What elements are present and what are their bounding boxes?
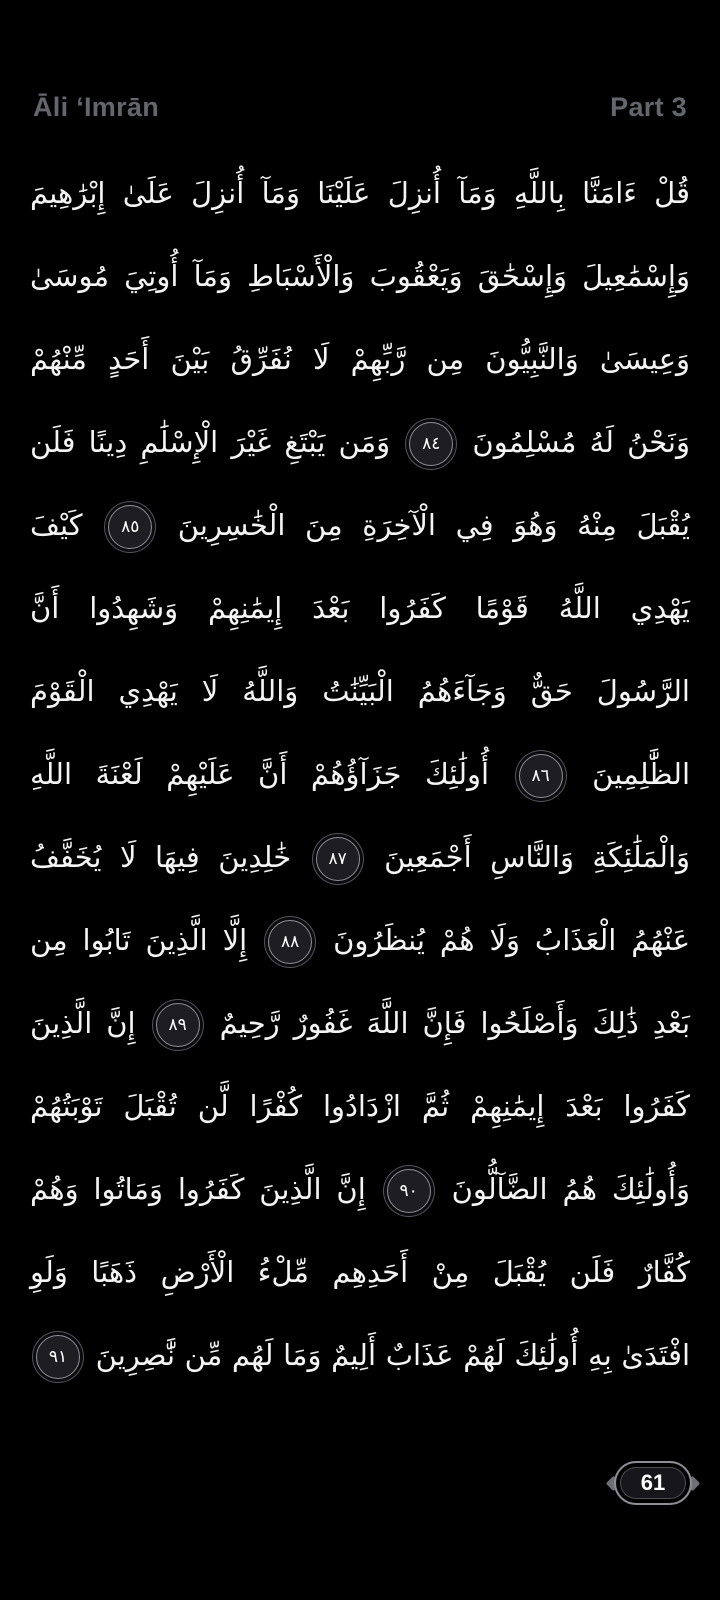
ayah-text-segment: وَأُولَٰئِكَ هُمُ الضَّآلُّونَ <box>451 1172 691 1206</box>
quran-line <box>30 484 690 567</box>
ayah-end-marker <box>519 754 563 798</box>
ayah-number: ٩٠ <box>399 1180 418 1201</box>
ayah-text-segment: الظَّٰلِمِينَ <box>592 757 690 791</box>
ayah-end-marker <box>316 837 360 881</box>
ayah-text-segment: إِنَّ الَّذِينَ كَفَرُوا وَمَاتُوا وَهُمْ <box>30 1172 366 1206</box>
ayah-number: ٨٥ <box>121 516 140 537</box>
ayah-text-segment: وَالْمَلَٰئِكَةِ وَالنَّاسِ أَجْمَعِينَ <box>384 840 691 874</box>
quran-line <box>30 1148 690 1231</box>
ayah-text-segment: إِنَّ الَّذِينَ <box>30 1006 136 1040</box>
quran-line <box>30 567 690 650</box>
ayah-text-segment: وَعِيسَىٰ وَالنَّبِيُّونَ مِن رَّبِّهِمْ لَا نُفَرِّقُ بَيْنَ أَحَدٍ مِّنْهُمْ <box>30 342 690 376</box>
surah-name-label: Āli ‘Imrān <box>33 92 160 122</box>
quran-line <box>30 982 690 1065</box>
ayah-text-segment: الرَّسُولَ حَقٌّ وَجَآءَهُمُ الْبَيِّنَٰتُ وَاللَّهُ لَا يَهْدِي الْقَوْمَ <box>30 674 690 708</box>
ayah-text-segment: قُلْ ءَامَنَّا بِاللَّهِ وَمَآ أُنزِلَ عَلَيْنَا وَمَآ أُنزِلَ عَلَىٰ إِبْرَٰهِيمَ <box>30 176 690 210</box>
ayah-text-segment: يَهْدِي اللَّهُ قَوْمًا كَفَرُوا بَعْدَ إِيمَٰنِهِمْ وَشَهِدُوا أَنَّ <box>30 591 690 625</box>
ayah-text-segment: أُولَٰئِكَ جَزَآؤُهُمْ أَنَّ عَلَيْهِمْ لَعْنَةَ اللَّهِ <box>30 757 490 791</box>
quran-line <box>30 1314 690 1397</box>
ayah-text-segment: بَعْدِ ذَٰلِكَ وَأَصْلَحُوا فَإِنَّ اللَّهَ غَفُورٌ رَّحِيمٌ <box>219 1006 691 1040</box>
ayah-text-segment: افْتَدَىٰ بِهِ أُولَٰئِكَ لَهُمْ عَذَابٌ أَلِيمٌ وَمَا لَهُم مِّن نَّٰصِرِينَ <box>95 1338 691 1372</box>
ayah-text-segment: كُفَّارٌ فَلَن يُقْبَلَ مِنْ أَحَدِهِم مِّلْءُ الْأَرْضِ ذَهَبًا وَلَوِ <box>30 1255 690 1289</box>
quran-line <box>30 235 690 318</box>
ayah-text-segment: عَنْهُمُ الْعَذَابُ وَلَا هُمْ يُنظَرُونَ <box>333 923 691 957</box>
quran-line <box>30 816 690 899</box>
ayah-text-segment: وَنَحْنُ لَهُ مُسْلِمُونَ <box>472 425 690 459</box>
ayah-text-segment: وَإِسْمَٰعِيلَ وَإِسْحَٰقَ وَيَعْقُوبَ وَالْأَسْبَاطِ وَمَآ أُوتِيَ مُوسَىٰ <box>30 259 690 293</box>
ayah-end-marker <box>156 1003 200 1047</box>
ayah-text-segment: يُقْبَلَ مِنْهُ وَهُوَ فِي الْآخِرَةِ مِنَ الْخَٰسِرِينَ <box>177 508 690 542</box>
page-number-value: 61 <box>640 1470 666 1495</box>
ayah-number: ٨٧ <box>328 848 347 869</box>
ayah-text-segment: كَفَرُوا بَعْدَ إِيمَٰنِهِمْ ثُمَّ ازْدَادُوا كُفْرًا لَّن تُقْبَلَ تَوْبَتُهُمْ <box>30 1089 690 1123</box>
quran-line <box>30 1231 690 1314</box>
ayah-end-marker <box>108 505 152 549</box>
quran-text-area <box>30 152 690 1397</box>
juz-part-label: Part 3 <box>610 92 687 122</box>
ayah-number: ٨٩ <box>168 1014 187 1035</box>
page-number-badge[interactable] <box>608 1461 698 1505</box>
quran-line <box>30 401 690 484</box>
ayah-text-segment: كَيْفَ <box>30 508 83 542</box>
ayah-text-segment: خَٰلِدِينَ فِيهَا لَا يُخَفَّفُ <box>30 840 292 874</box>
quran-line <box>30 899 690 982</box>
quran-line <box>30 318 690 401</box>
quran-line <box>30 1065 690 1148</box>
ayah-end-marker <box>36 1335 80 1379</box>
ayah-number: ٨٤ <box>422 433 441 454</box>
ayah-text-segment: وَمَن يَبْتَغِ غَيْرَ الْإِسْلَٰمِ دِينًا فَلَن <box>30 425 391 459</box>
ayah-end-marker <box>387 1169 431 1213</box>
ayah-end-marker <box>409 422 453 466</box>
ayah-end-marker <box>268 920 312 964</box>
ayah-number: ٩١ <box>48 1346 68 1367</box>
page-header <box>0 92 720 123</box>
quran-line <box>30 152 690 235</box>
ayah-text-segment: إِلَّا الَّذِينَ تَابُوا مِن <box>30 923 248 957</box>
quran-line <box>30 650 690 733</box>
ayah-number: ٨٦ <box>531 765 550 786</box>
quran-line <box>30 733 690 816</box>
ayah-number: ٨٨ <box>281 931 300 952</box>
